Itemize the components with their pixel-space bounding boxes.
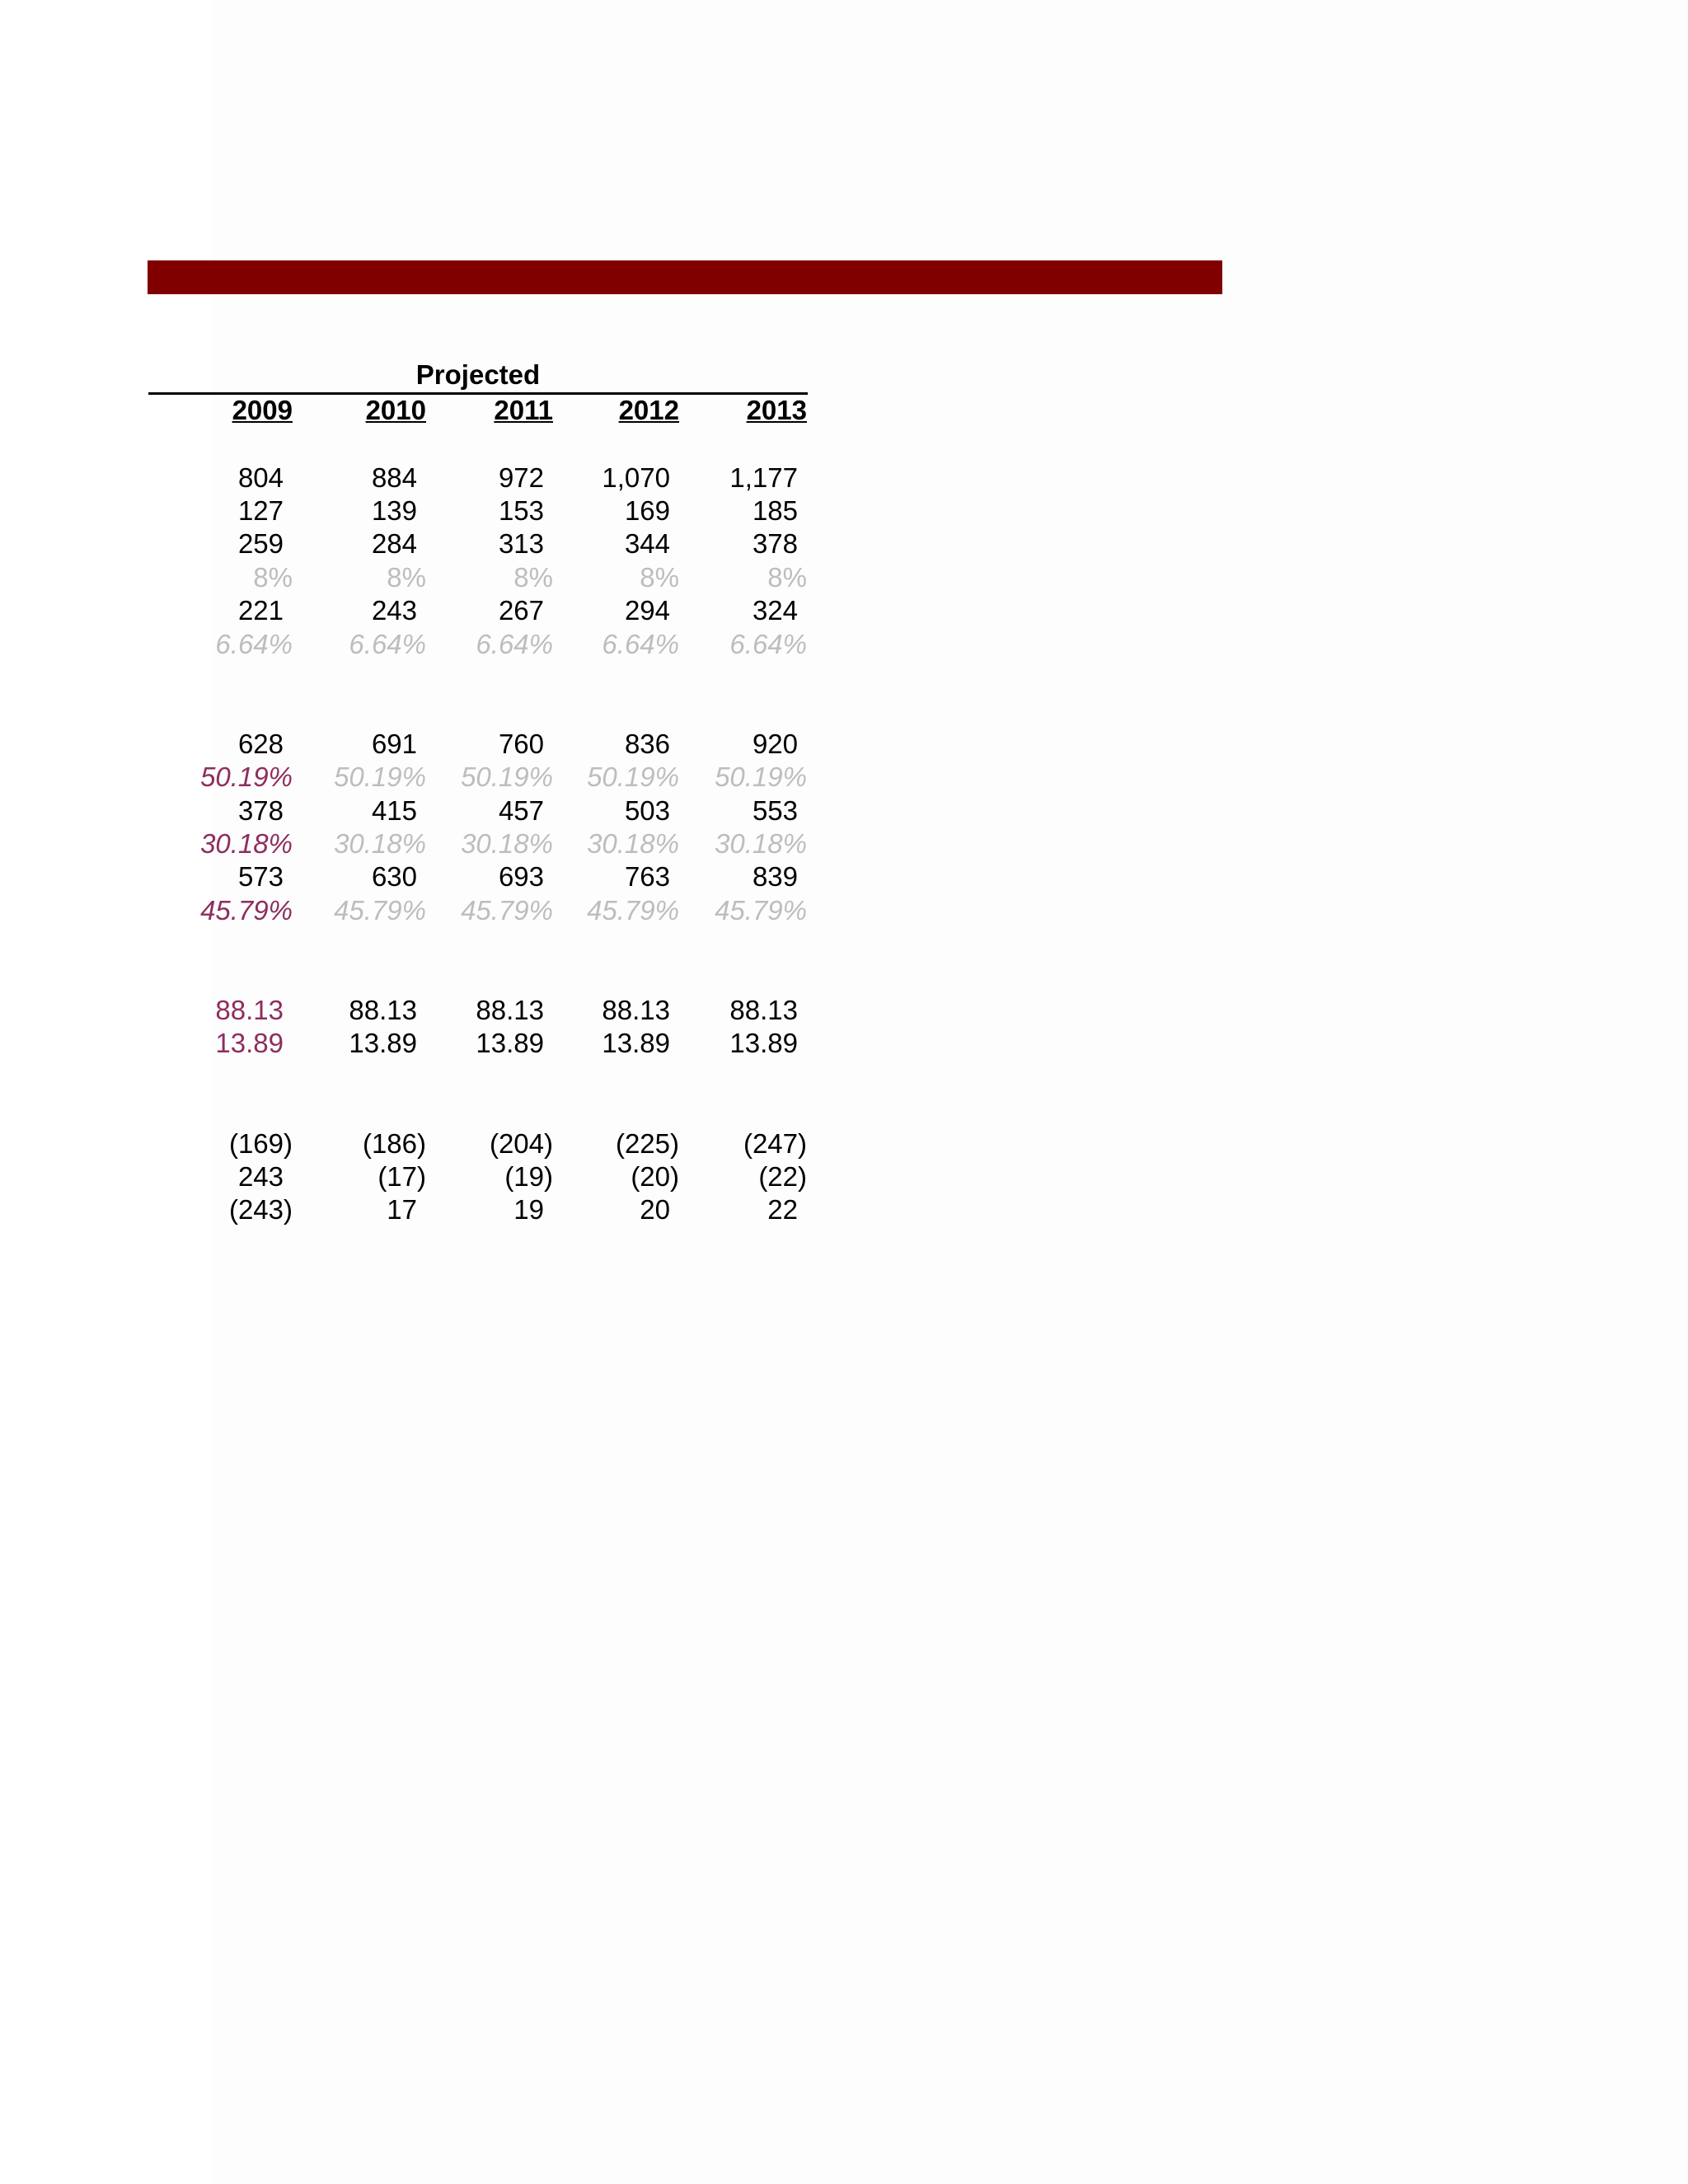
table-cell: 8% [767, 561, 807, 593]
table-cell: 259 [237, 528, 284, 560]
table-cell: 8% [253, 561, 293, 593]
table-cell: 836 [624, 728, 670, 759]
title-banner [148, 260, 1222, 294]
table-cell: 691 [371, 728, 417, 759]
table-cell: 139 [371, 494, 417, 526]
table-cell: 8% [387, 561, 426, 593]
table-cell: 415 [371, 794, 417, 826]
table-cell: 30.18% [587, 827, 679, 859]
table-cell: 344 [624, 528, 670, 560]
year-header-2: 2011 [494, 395, 553, 425]
table-cell: 628 [237, 728, 284, 759]
table-cell: 185 [752, 494, 798, 526]
table-cell: 804 [237, 462, 284, 493]
table-cell: 13.89 [729, 1028, 798, 1059]
table-cell: 30.18% [715, 827, 807, 859]
table-cell: 20 [640, 1194, 670, 1226]
projected-header: Projected [415, 359, 541, 390]
table-cell: 294 [624, 595, 670, 626]
table-cell: 19 [513, 1194, 544, 1226]
table-cell: 8% [640, 561, 679, 593]
table-cell: 243 [237, 1160, 284, 1192]
table-cell: 6.64% [602, 628, 679, 659]
table-cell: 284 [371, 528, 417, 560]
table-cell: 45.79% [200, 894, 293, 926]
table-cell: 45.79% [587, 894, 679, 926]
table-cell: 88.13 [602, 994, 670, 1025]
table-cell: 88.13 [476, 994, 544, 1025]
table-cell: 693 [498, 861, 544, 893]
table-cell: 1,070 [602, 462, 670, 493]
table-cell: 50.19% [461, 762, 553, 793]
table-cell: 30.18% [461, 827, 553, 859]
table-cell: 8% [513, 561, 553, 593]
table-cell: 267 [498, 595, 544, 626]
table-cell: 6.64% [215, 628, 293, 659]
table-cell: 50.19% [334, 762, 426, 793]
table-cell: 630 [371, 861, 417, 893]
table-cell: 6.64% [729, 628, 807, 659]
table-cell: (225) [615, 1127, 679, 1159]
table-cell: 169 [624, 494, 670, 526]
table-cell: 457 [498, 794, 544, 826]
table-cell: 50.19% [587, 762, 679, 793]
year-header-0: 2009 [232, 395, 293, 425]
table-cell: 30.18% [200, 827, 293, 859]
table-cell: 88.13 [349, 994, 417, 1025]
table-cell: 88.13 [729, 994, 798, 1025]
table-cell: 573 [237, 861, 284, 893]
table-cell: 13.89 [476, 1028, 544, 1059]
table-cell: 17 [387, 1194, 417, 1226]
table-cell: 127 [237, 494, 284, 526]
table-cell: 45.79% [334, 894, 426, 926]
year-header-3: 2012 [618, 395, 679, 425]
table-cell: 153 [498, 494, 544, 526]
table-cell: (243) [228, 1194, 293, 1226]
table-cell: 13.89 [602, 1028, 670, 1059]
table-cell: 553 [752, 794, 798, 826]
table-cell: 763 [624, 861, 670, 893]
table-cell: 243 [371, 595, 417, 626]
table-cell: 13.89 [215, 1028, 284, 1059]
table-cell: 313 [498, 528, 544, 560]
table-cell: (204) [489, 1127, 553, 1159]
table-cell: 920 [752, 728, 798, 759]
table-cell: 839 [752, 861, 798, 893]
table-cell: 13.89 [349, 1028, 417, 1059]
table-cell: 6.64% [349, 628, 426, 659]
table-cell: 503 [624, 794, 670, 826]
table-cell: 22 [767, 1194, 798, 1226]
table-cell: (22) [758, 1160, 807, 1192]
table-cell: 45.79% [461, 894, 553, 926]
table-cell: 378 [237, 794, 284, 826]
table-cell: (247) [743, 1127, 807, 1159]
table-cell: 50.19% [200, 762, 293, 793]
table-cell: 760 [498, 728, 544, 759]
table-cell: 221 [237, 595, 284, 626]
table-cell: (20) [631, 1160, 679, 1192]
table-cell: (17) [377, 1160, 426, 1192]
table-cell: 324 [752, 595, 798, 626]
table-cell: (169) [228, 1127, 293, 1159]
table-cell: 884 [371, 462, 417, 493]
table-cell: 378 [752, 528, 798, 560]
year-header-4: 2013 [746, 395, 807, 425]
page-background [212, 0, 1688, 2184]
table-cell: 972 [498, 462, 544, 493]
table-cell: 6.64% [476, 628, 553, 659]
table-cell: 30.18% [334, 827, 426, 859]
table-cell: (186) [362, 1127, 426, 1159]
table-cell: 88.13 [215, 994, 284, 1025]
table-cell: 1,177 [729, 462, 798, 493]
table-cell: 50.19% [715, 762, 807, 793]
year-header-1: 2010 [365, 395, 426, 425]
table-cell: 45.79% [715, 894, 807, 926]
table-cell: (19) [504, 1160, 553, 1192]
